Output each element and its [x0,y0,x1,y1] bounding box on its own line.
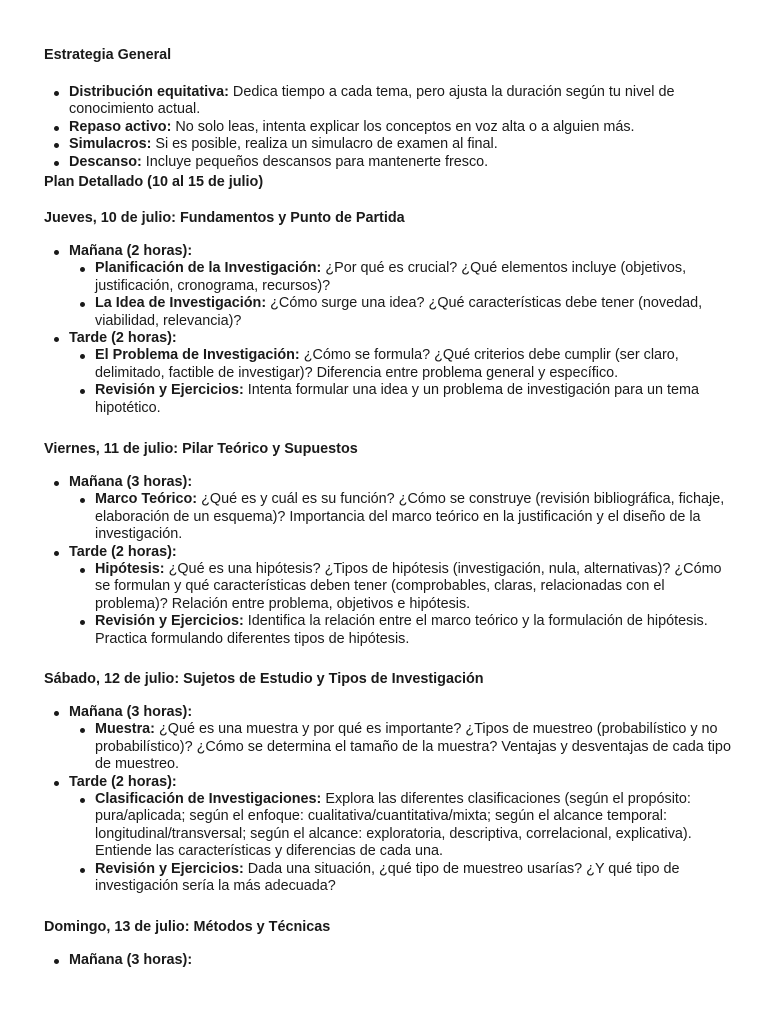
session-item [69,544,729,648]
item-label: Revisión y Ejercicios: [95,613,244,630]
section-heading-estrategia: Estrategia General [44,47,172,63]
session-item [69,952,729,969]
list-item [69,119,729,136]
item-text: ¿Por qué es crucial? ¿Qué elementos incluye (objetivos, justificación, cronograma, recursos)? [95,260,687,294]
session-label: Tarde (2 horas): [69,773,177,790]
list-item [95,260,735,295]
list-item [95,347,735,382]
plan-title: Plan Detallado (10 al 15 de julio) [44,174,264,190]
item-text: Explora las diferentes clasificaciones (según el propósito: pura/aplicada; según el enfoque: cualitativa/cuantitativa/mixta; según el alcance temporal: longitudinal/transversal; según el alcance: exploratoria, descriptiva, correlacional, explicativa). Entiende las características y diferencias de cada una. [95,791,692,860]
session-label: Mañana (3 horas): [69,952,193,968]
session-label: Mañana (3 horas): [69,704,193,720]
session-item [69,474,729,544]
item-text: No solo leas, intenta explicar los conceptos en voz alta o a alguien más. [171,118,635,135]
viernes-list [69,474,729,648]
list-item [95,861,735,896]
list-item [69,136,729,153]
item-label: Descanso: [69,153,142,170]
domingo-list [69,952,729,969]
item-label: Simulacros: [69,136,152,153]
item-label: Hipótesis: [95,561,165,578]
session-label: Tarde (2 horas): [69,543,177,560]
item-text: Dada una situación, ¿qué tipo de muestreo usarías? ¿Y qué tipo de investigación sería la más adecuada? [95,860,680,895]
list-item [95,561,735,613]
topic-list [95,791,735,895]
item-text: Dedica tiempo a cada tema, pero ajusta la duración según tu nivel de conocimiento actual. [69,84,675,118]
session-item [69,243,729,330]
session-item [69,774,729,896]
item-label: Marco Teórico: [95,491,198,508]
item-label: El Problema de Investigación: [95,347,300,364]
session-item [69,704,729,774]
sabado-list [69,704,729,895]
item-label: Planificación de la Investigación: [95,260,322,277]
topic-list [95,347,735,417]
day-heading-sabado: Sábado, 12 de julio: Sujetos de Estudio y Tipos de Investigación [44,671,484,687]
item-text: Incluye pequeños descansos para mantenerte fresco. [141,153,489,170]
item-text: Intenta formular una idea y un problema de investigación para un tema hipotético. [95,382,699,416]
item-text: ¿Qué es una muestra y por qué es importante? ¿Tipos de muestreo (probabilístico y no probabilístico)? ¿Cómo se determina el tamaño de la muestra? Ventajas y desventajas de cada tipo de muestreo. [95,721,731,773]
topic-list [95,260,735,330]
estrategia-list [69,84,729,171]
item-label: Repaso activo: [69,118,172,135]
session-label: Mañana (2 horas): [69,243,193,259]
list-item [95,613,735,648]
item-text: ¿Cómo surge una idea? ¿Qué características debe tener (novedad, viabilidad, relevancia)? [95,295,703,329]
item-text: ¿Qué es una hipótesis? ¿Tipos de hipótesis (investigación, nula, alternativas)? ¿Cómo se formulan y qué características deben tener (comprobables, claras, relacionadas con el problema)? Relación entre problema, objetivos e hipótesis. [95,561,722,612]
session-label: Tarde (2 horas): [69,330,177,347]
jueves-list [69,243,729,417]
topic-list [95,561,735,648]
item-label: Revisión y Ejercicios: [95,382,244,399]
item-label: Clasificación de Investigaciones: [95,791,322,808]
item-text: Si es posible, realiza un simulacro de examen al final. [151,136,498,153]
item-label: Revisión y Ejercicios: [95,860,244,877]
item-text: Identifica la relación entre el marco teórico y la formulación de hipótesis. Practica formulando diferentes tipos de hipótesis. [95,613,708,647]
list-item [95,491,735,543]
list-item [69,84,729,119]
item-label: La Idea de Investigación: [95,295,267,312]
item-label: Muestra: [95,721,155,738]
day-heading-domingo: Domingo, 13 de julio: Métodos y Técnicas [44,919,331,935]
item-text: ¿Cómo se formula? ¿Qué criterios debe cumplir (ser claro, delimitado, factible de investigar)? Diferencia entre problema general y específico. [95,347,679,381]
session-item [69,330,729,417]
list-item [95,295,735,330]
topic-list [95,491,735,543]
day-heading-jueves: Jueves, 10 de julio: Fundamentos y Punto de Partida [44,210,405,226]
day-heading-viernes: Viernes, 11 de julio: Pilar Teórico y Supuestos [44,441,358,457]
item-label: Distribución equitativa: [69,84,229,100]
session-label: Mañana (3 horas): [69,474,193,490]
list-item [95,382,735,417]
item-text: ¿Qué es y cuál es su función? ¿Cómo se construye (revisión bibliográfica, fichaje, elaboración de un esquema)? Importancia del marco teórico en la justificación y el diseño de la investigación. [95,491,725,543]
list-item [95,791,735,861]
list-item [95,721,735,773]
topic-list [95,721,735,773]
list-item [69,154,729,171]
